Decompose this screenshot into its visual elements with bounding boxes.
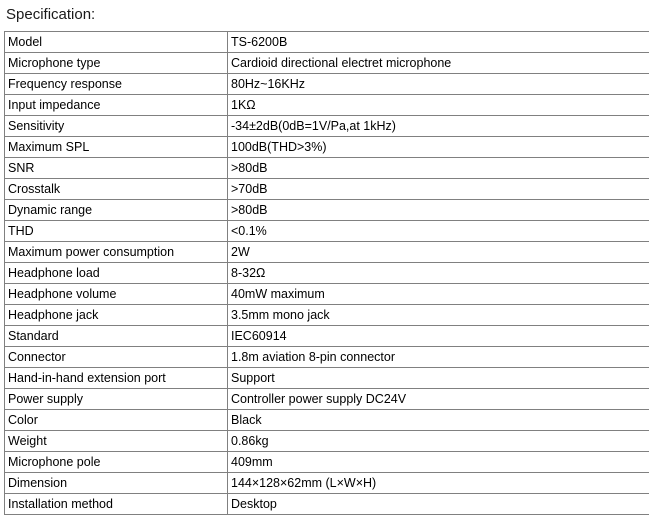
spec-value: >80dB (228, 200, 649, 221)
table-row (5, 53, 649, 74)
spec-label: Frequency response (5, 74, 228, 95)
spec-label: Sensitivity (5, 116, 228, 137)
table-row (5, 284, 649, 305)
spec-label: Headphone jack (5, 305, 228, 326)
table-row (5, 431, 649, 452)
spec-label: THD (5, 221, 228, 242)
table-row (5, 221, 649, 242)
spec-label: Standard (5, 326, 228, 347)
spec-label: Headphone load (5, 263, 228, 284)
table-row (5, 137, 649, 158)
table-row (5, 116, 649, 137)
spec-label: Input impedance (5, 95, 228, 116)
spec-value: 40mW maximum (228, 284, 649, 305)
spec-value: 80Hz~16KHz (228, 74, 649, 95)
spec-value: 2W (228, 242, 649, 263)
spec-value: Cardioid directional electret microphone (228, 53, 649, 74)
table-row (5, 494, 649, 515)
spec-value: 0.86kg (228, 431, 649, 452)
spec-value: 1KΩ (228, 95, 649, 116)
specification-table-body (5, 32, 649, 515)
spec-label: Installation method (5, 494, 228, 515)
table-row (5, 179, 649, 200)
spec-label: Headphone volume (5, 284, 228, 305)
page-title: Specification: (0, 0, 649, 31)
table-row (5, 326, 649, 347)
spec-label: Hand-in-hand extension port (5, 368, 228, 389)
table-row (5, 389, 649, 410)
spec-label: Microphone pole (5, 452, 228, 473)
table-row (5, 368, 649, 389)
spec-label: Model (5, 32, 228, 53)
table-row (5, 200, 649, 221)
spec-value: 1.8m aviation 8-pin connector (228, 347, 649, 368)
table-row (5, 242, 649, 263)
spec-value: <0.1% (228, 221, 649, 242)
spec-value: Support (228, 368, 649, 389)
table-row (5, 347, 649, 368)
spec-label: SNR (5, 158, 228, 179)
spec-label: Dimension (5, 473, 228, 494)
spec-label: Power supply (5, 389, 228, 410)
table-row (5, 410, 649, 431)
spec-value: 3.5mm mono jack (228, 305, 649, 326)
table-row (5, 473, 649, 494)
spec-label: Connector (5, 347, 228, 368)
spec-value: Controller power supply DC24V (228, 389, 649, 410)
spec-value: Black (228, 410, 649, 431)
spec-value: Desktop (228, 494, 649, 515)
spec-value: 144×128×62mm (L×W×H) (228, 473, 649, 494)
table-row (5, 263, 649, 284)
spec-value: 409mm (228, 452, 649, 473)
table-row (5, 452, 649, 473)
specification-table (4, 31, 649, 515)
spec-value: TS-6200B (228, 32, 649, 53)
spec-value: -34±2dB(0dB=1V/Pa,at 1kHz) (228, 116, 649, 137)
table-row (5, 158, 649, 179)
spec-label: Maximum SPL (5, 137, 228, 158)
spec-value: IEC60914 (228, 326, 649, 347)
spec-label: Crosstalk (5, 179, 228, 200)
spec-label: Color (5, 410, 228, 431)
table-row (5, 74, 649, 95)
spec-label: Microphone type (5, 53, 228, 74)
spec-label: Dynamic range (5, 200, 228, 221)
spec-label: Maximum power consumption (5, 242, 228, 263)
spec-value: 8-32Ω (228, 263, 649, 284)
table-row (5, 32, 649, 53)
spec-value: >80dB (228, 158, 649, 179)
spec-value: >70dB (228, 179, 649, 200)
spec-value: 100dB(THD>3%) (228, 137, 649, 158)
table-row (5, 95, 649, 116)
spec-label: Weight (5, 431, 228, 452)
table-row (5, 305, 649, 326)
